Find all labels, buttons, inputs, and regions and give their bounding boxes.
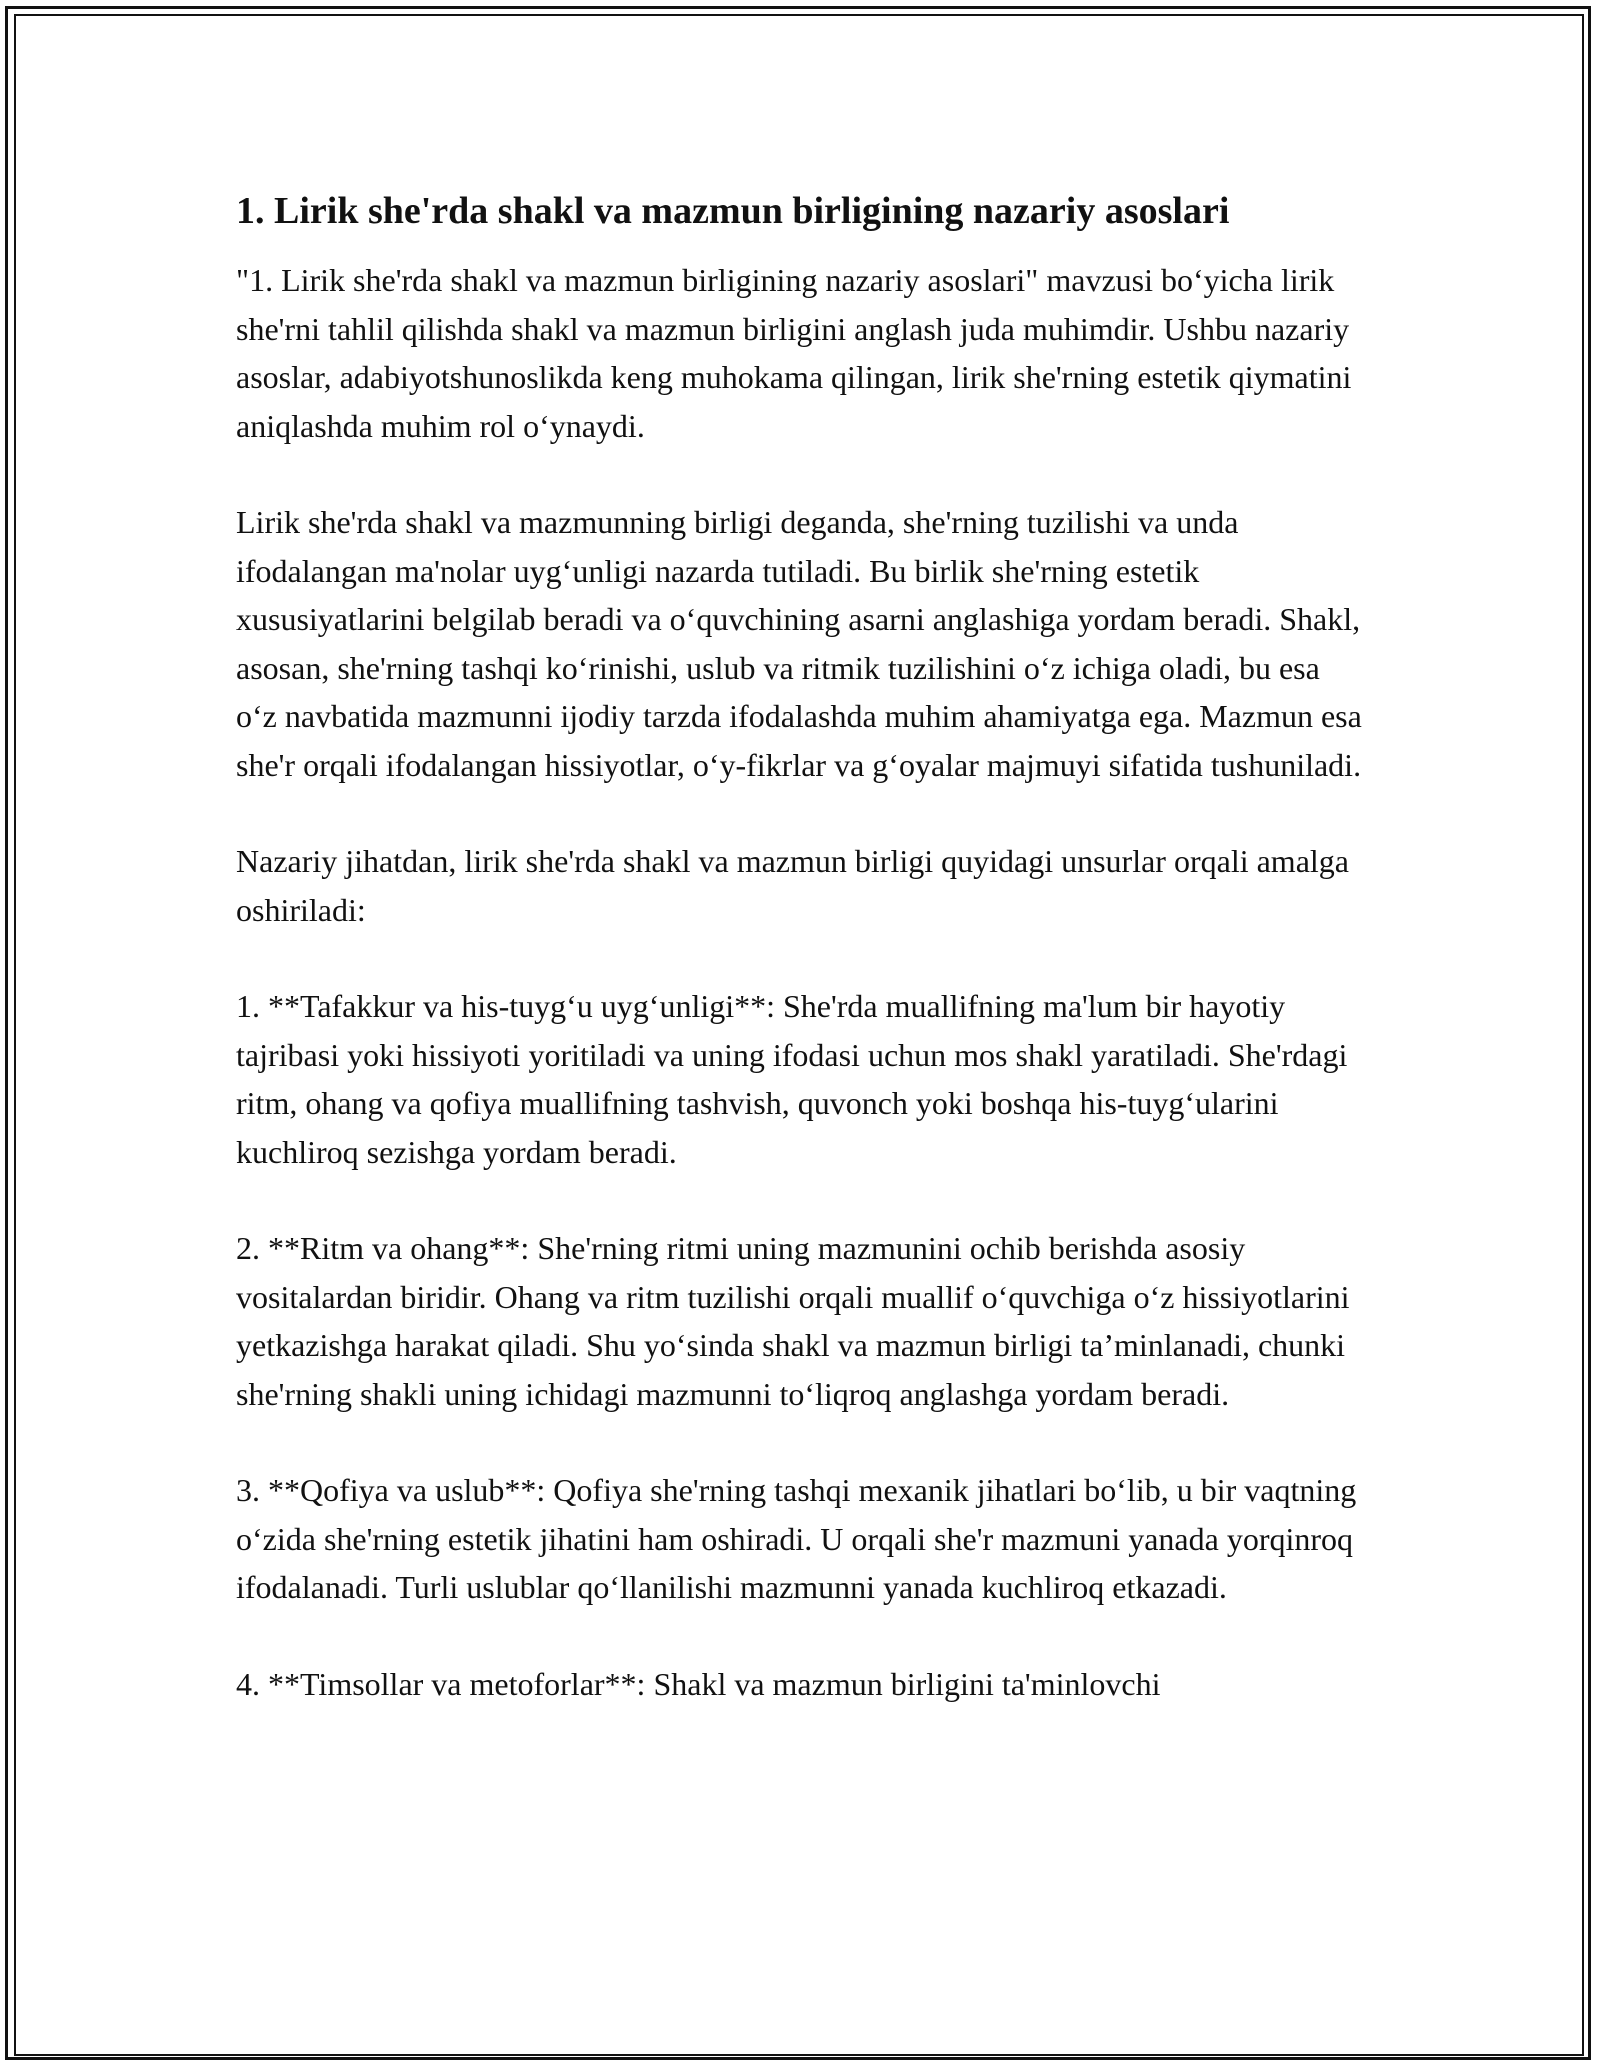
paragraph-intro: "1. Lirik she'rda shakl va mazmun birligining nazariy asoslari" mavzusi bo‘yicha lirik she'rni tahlil qilishda shakl va mazmun birligini anglash juda muhimdir. Ushbu nazariy asoslar, adabiyotshunoslikda keng muhokama qilingan, lirik she'rning estetik qiymatini aniqlashda muhim rol o‘ynaydi.	[236, 262, 1352, 444]
paragraph-elements-intro: Nazariy jihatdan, lirik she'rda shakl va mazmun birligi quyidagi unsurlar orqali amalga oshiriladi:	[236, 843, 1349, 928]
list-item-rhyme-style: 3. **Qofiya va uslub**: Qofiya she'rning tashqi mexanik jihatlari bo‘lib, u bir vaqtning o‘zida she'rning estetik jihatini ham oshiradi. U orqali she'r mazmuni yanada yorqinroq ifodalanadi. Turli uslublar qo‘llanilishi mazmunni yanada kuchliroq etkazadi.	[236, 1472, 1357, 1605]
page-title: 1. Lirik she'rda shakl va mazmun birligining nazariy asoslari	[236, 190, 1230, 232]
list-item-rhythm-tone: 2. **Ritm va ohang**: She'rning ritmi uning mazmunini ochib berishda asosiy vositalardan biridir. Ohang va ritm tuzilishi orqali muallif o‘quvchiga o‘z hissiyotlarini yetkazishga harakat qiladi. Shu yo‘sinda shakl va mazmun birligi ta’minlanadi, chunki she'rning shakli uning ichidagi mazmunni to‘liqroq anglashga yordam beradi.	[236, 1230, 1350, 1412]
list-item-thought-feeling: 1. **Tafakkur va his-tuyg‘u uyg‘unligi**: She'rda muallifning ma'lum bir hayotiy tajribasi yoki hissiyoti yoritiladi va uning ifodasi uchun mos shakl yaratiladi. She'rdagi ritm, ohang va qofiya muallifning tashvish, quvonch yoki boshqa his-tuyg‘ularini kuchliroq sezishga yordam beradi.	[236, 988, 1348, 1170]
document-body	[236, 186, 1366, 1756]
list-item-symbols-metaphors: 4. **Timsollar va metoforlar**: Shakl va mazmun birligini ta'minlovchi	[236, 1665, 1161, 1702]
paragraph-definition: Lirik she'rda shakl va mazmunning birligi deganda, she'rning tuzilishi va unda ifodalangan ma'nolar uyg‘unligi nazarda tutiladi. Bu birlik she'rning estetik xususiyatlarini belgilab beradi va o‘quvchining asarni anglashiga yordam beradi. Shakl, asosan, she'rning tashqi ko‘rinishi, uslub va ritmik tuzilishini o‘z ichiga oladi, bu esa o‘z navbatida mazmunni ijodiy tarzda ifodalashda muhim ahamiyatga ega. Mazmun esa she'r orqali ifodalangan hissiyotlar, o‘y-fikrlar va g‘oyalar majmuyi sifatida tushuniladi.	[236, 504, 1362, 783]
